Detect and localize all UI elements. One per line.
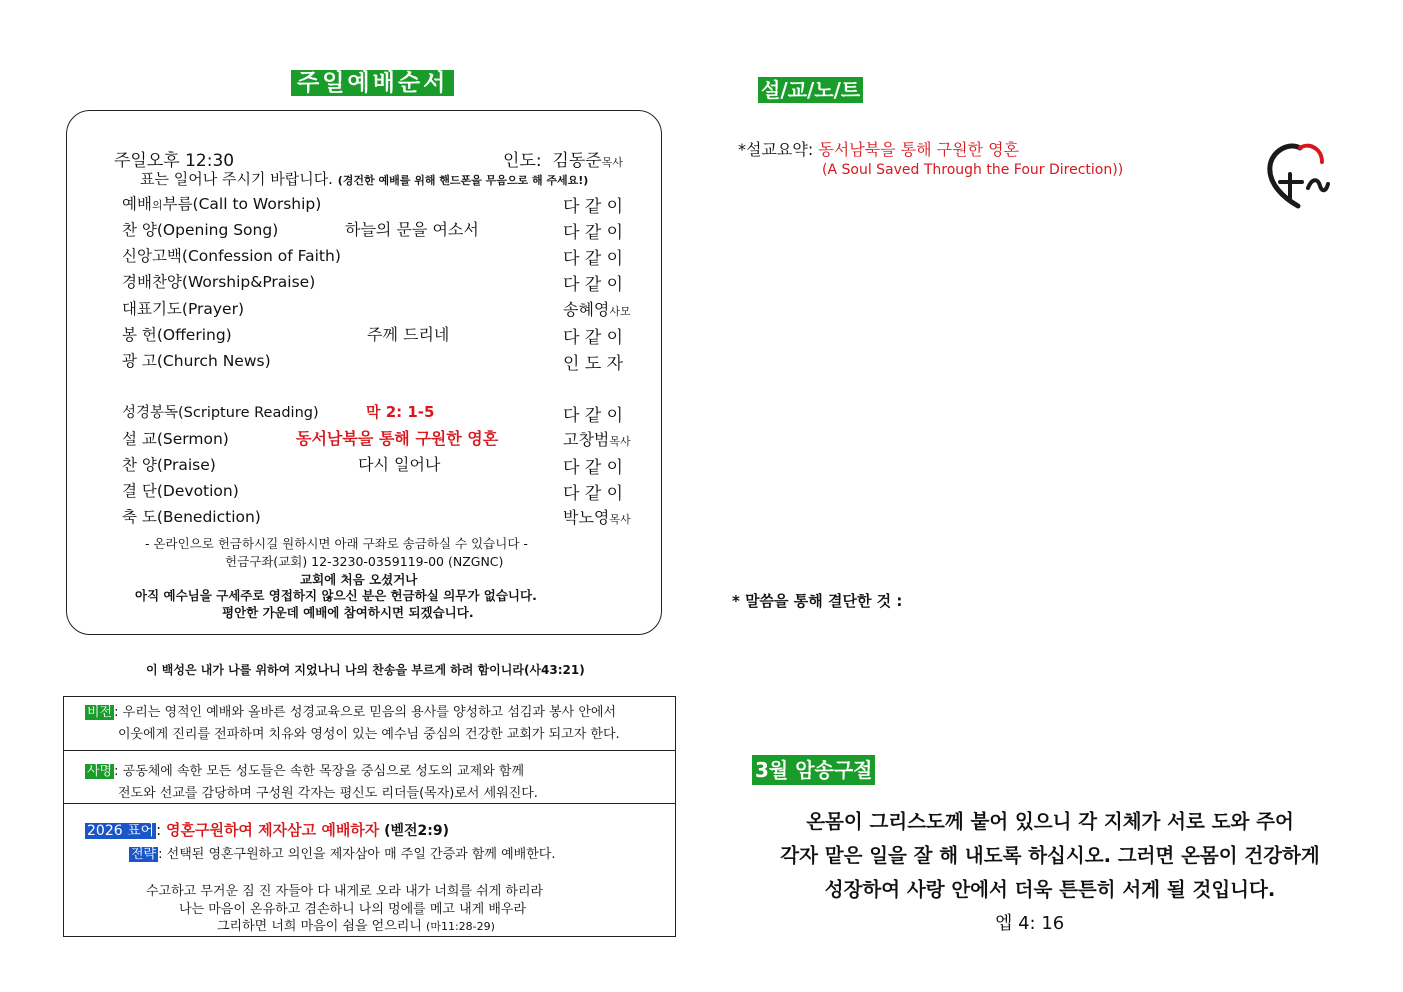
sermon-note-title: 설/교/노/트 <box>758 77 863 103</box>
worship-title: 주일예배순서 <box>291 70 454 96</box>
bible-quote: 이 백성은 내가 나를 위하여 지었나니 나의 찬송을 부르게 하려 함이니라(사43:21) <box>146 663 585 677</box>
strategy-line: 전략 : 선택된 영혼구원하고 의인을 제자삼아 매 주일 간증과 함께 예배한다. <box>131 847 556 862</box>
order-item-label: 봉 헌(Offering) <box>122 326 232 344</box>
mission-line: 사명 : 공동체에 속한 모든 성도들은 속한 목장을 중심으로 성도의 교제와 함께 <box>87 764 525 779</box>
church-logo-heart-icon <box>1262 140 1334 212</box>
mission-line: 전도와 선교를 감당하며 구성원 각자는 평신도 리더들(목자)로서 세워진다. <box>118 786 538 801</box>
order-item-right: 다 같 이 <box>563 484 624 504</box>
offering-account: 헌금구좌(교회) 12-3230-0359119-00 (NZGNC) <box>225 554 504 569</box>
invite-line: 그리하면 너희 마음이 쉼을 얻으리니 (마11:28-29) <box>217 919 495 934</box>
order-item-label: 결 단(Devotion) <box>122 482 239 500</box>
sermon-title: 동서남북을 통해 구원한 영혼 <box>296 429 499 448</box>
visitor-note: 아직 예수님을 구세주로 영접하지 않으신 분은 헌금하실 의무가 없습니다. <box>135 588 537 603</box>
order-item-right: 인 도 자 <box>563 354 624 374</box>
scripture-reference: 막 2: 1-5 <box>366 403 435 421</box>
leader: 인도: 김동준목사 <box>503 151 623 171</box>
order-item-right: 다 같 이 <box>563 275 624 295</box>
order-item-label: 축 도(Benediction) <box>122 508 261 526</box>
vision-line: 비전 : 우리는 영적인 예배와 올바른 성경교육으로 믿음의 용사를 양성하고 섬김과 봉사 안에서 <box>87 705 617 720</box>
sermon-summary-en: (A Soul Saved Through the Four Direction)) <box>822 162 1124 178</box>
invite-line: 나는 마음이 온유하고 겸손하니 나의 멍에를 메고 내게 배우라 <box>179 902 527 917</box>
visitor-note: 평안한 가운데 예배에 참여하시면 되겠습니다. <box>222 605 474 620</box>
vision-line: 이웃에게 진리를 전파하며 치유와 영성이 있는 예수님 중심의 건강한 교회가 되고자 한다. <box>118 727 620 742</box>
order-item-right: 다 같 이 <box>563 328 624 348</box>
online-offering-note: - 온라인으로 헌금하시길 원하시면 아래 구좌로 송금하실 수 있습니다 - <box>145 536 528 551</box>
order-item-right: 박노영목사 <box>563 508 631 527</box>
sermon-summary: *설교요약: 동서남북을 통해 구원한 영혼 <box>738 140 1020 159</box>
strategy-tag: 전략 <box>131 847 157 862</box>
stand-note: 표는 일어나 주시기 바랍니다. (경건한 예배를 위해 핸드폰을 무음으로 해 주세요!) <box>140 170 589 188</box>
order-item-right: 다 같 이 <box>563 406 624 426</box>
memory-verse-line: 성장하여 사랑 안에서 더욱 튼튼히 서게 될 것입니다. <box>824 878 1276 901</box>
memory-verse-ref: 엡 4: 16 <box>995 913 1065 934</box>
order-item-mid: 하늘의 문을 여소서 <box>345 220 479 239</box>
motto-line: 2026 표어 : 영혼구원하여 제자삼고 예배하자 (벧전2:9) <box>87 821 450 839</box>
vision-tag: 비전 <box>87 705 113 720</box>
order-item-label: 경배찬양(Worship&Praise) <box>122 273 316 291</box>
order-item-label: 설 교(Sermon) <box>122 430 229 448</box>
service-time: 주일오후 12:30 <box>114 151 235 171</box>
order-item-right: 다 같 이 <box>563 458 624 478</box>
order-item-right: 고창범목사 <box>563 430 631 449</box>
order-item-right: 송혜영사모 <box>563 300 631 319</box>
order-item-right: 다 같 이 <box>563 197 624 217</box>
order-item-mid: 주께 드리네 <box>367 325 450 344</box>
mission-tag: 사명 <box>87 764 113 779</box>
decision-label: * 말씀을 통해 결단한 것 : <box>732 592 903 610</box>
memory-verse-line: 각자 맡은 일을 잘 해 내도록 하십시오. 그러면 온몸이 건강하게 <box>780 844 1320 867</box>
memory-verse-title: 3월 암송구절 <box>752 755 875 785</box>
motto-tag: 2026 표어 <box>87 823 155 839</box>
order-item-right: 다 같 이 <box>563 223 624 243</box>
order-item-label: 광 고(Church News) <box>122 352 271 370</box>
invite-line: 수고하고 무거운 짐 진 자들아 다 내게로 오라 내가 너희를 쉬게 하리라 <box>146 884 544 899</box>
order-item-label: 신앙고백(Confession of Faith) <box>122 247 341 265</box>
order-item-label: 성경봉독(Scripture Reading) <box>122 405 319 421</box>
order-item-label: 예배의부름(Call to Worship) <box>122 195 322 213</box>
memory-verse-line: 온몸이 그리스도께 붙어 있으니 각 지체가 서로 도와 주어 <box>806 810 1294 833</box>
order-item-right: 다 같 이 <box>563 249 624 269</box>
visitor-note: 교회에 처음 오셨거나 <box>300 572 418 587</box>
order-item-label: 대표기도(Prayer) <box>122 300 245 318</box>
order-item-mid: 다시 일어나 <box>358 455 441 474</box>
order-item-label: 찬 양(Praise) <box>122 456 216 474</box>
order-item-label: 찬 양(Opening Song) <box>122 221 279 239</box>
